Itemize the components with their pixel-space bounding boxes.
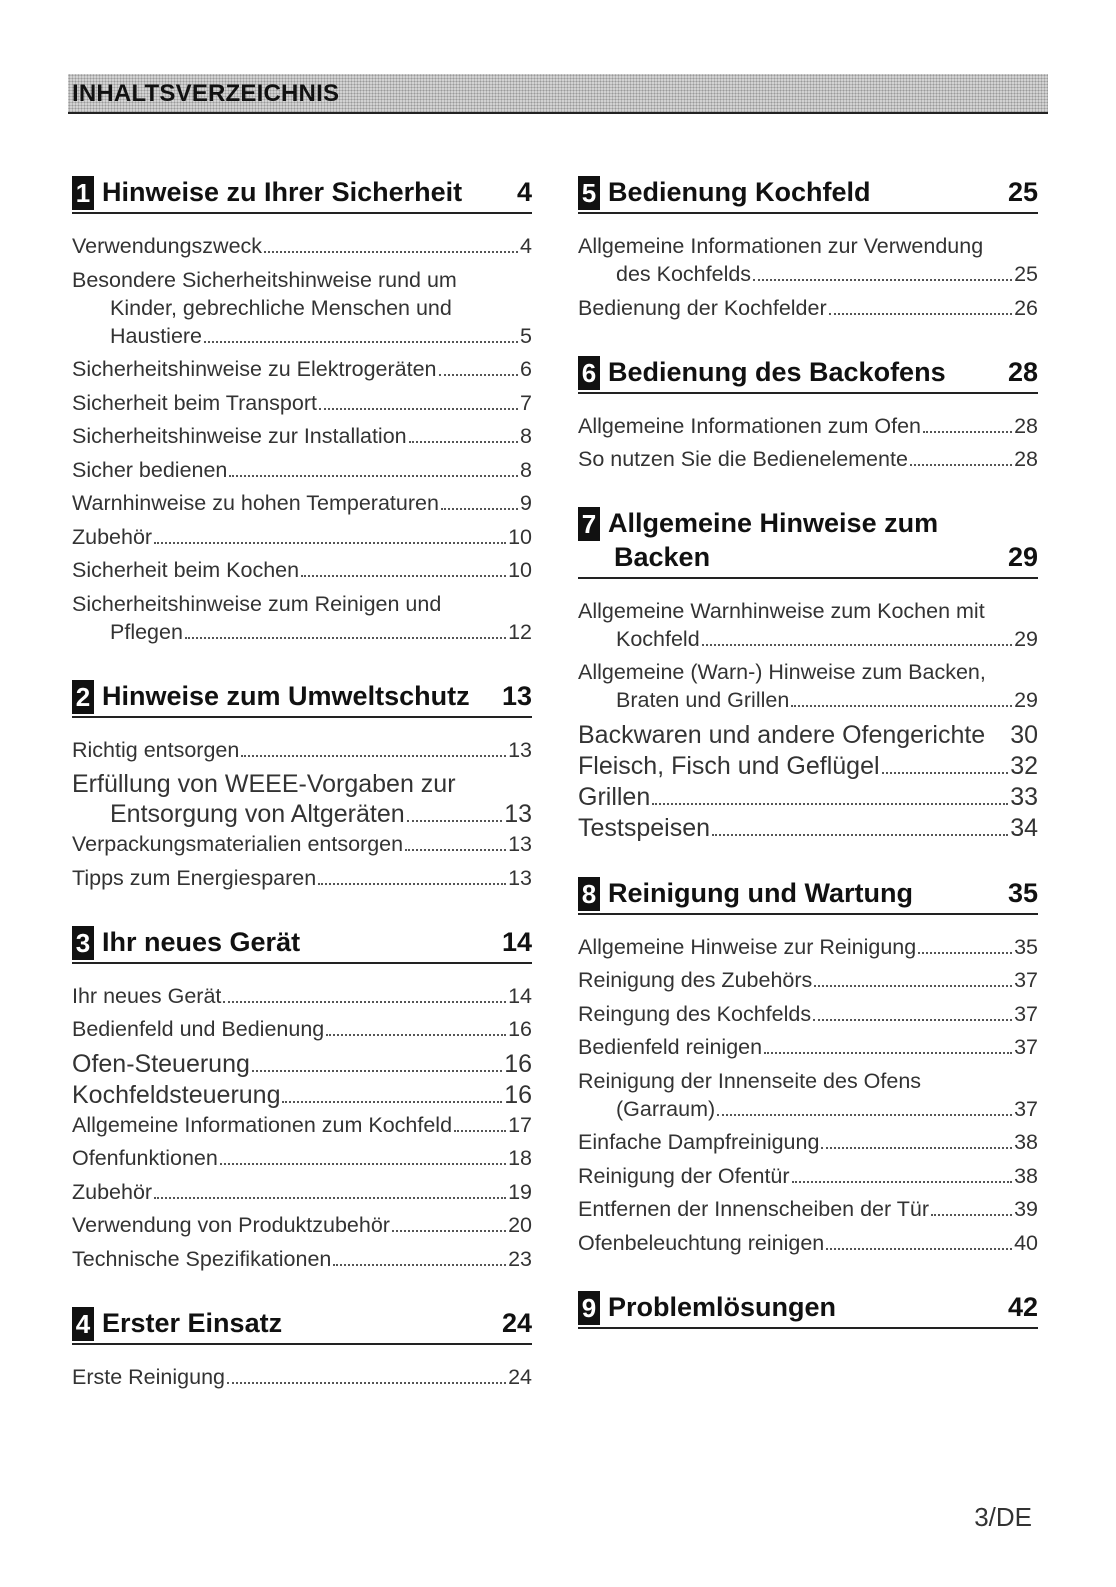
dot-leader — [821, 1147, 1012, 1149]
entry-page-number: 17 — [508, 1112, 532, 1137]
entry-text: Tipps zum Energiesparen — [72, 865, 317, 890]
entry-text: Reinigung der Innenseite des Ofens — [578, 1068, 922, 1093]
section-title: Reinigung und Wartung — [608, 878, 913, 908]
entry-page-number: 10 — [508, 524, 532, 549]
dot-leader — [712, 834, 1008, 836]
section-number-badge: 3 — [72, 926, 94, 960]
section-title: Bedienung des Backofens — [608, 356, 946, 387]
entry-text: Einfache Dampfreinigung — [578, 1130, 820, 1155]
entry-page-number: 25 — [1014, 262, 1038, 286]
section-title: Ihr neues Gerät — [102, 926, 301, 957]
entry-text: Fleisch, Fisch und Geflügel — [578, 751, 880, 780]
section-title: Bedienung Kochfeld — [608, 177, 871, 208]
entry-page-number: 24 — [508, 1364, 532, 1389]
entry-text: Ofen-Steuerung — [72, 1049, 250, 1078]
entry-text: Testspeisen — [578, 813, 711, 842]
dot-leader — [764, 1052, 1012, 1054]
dot-leader — [154, 1197, 506, 1199]
toc-entry[interactable] — [578, 412, 1038, 440]
entry-text-continued: Haustiere — [110, 323, 203, 348]
entry-text-continued: Braten und Grillen — [616, 688, 790, 713]
entry-text-continued: Entsorgung von Altgeräten — [110, 800, 405, 828]
toc-section-5 — [578, 176, 1038, 322]
toc-entry[interactable] — [72, 982, 532, 1010]
entry-text: Sicherheit beim Kochen — [72, 558, 300, 582]
dot-leader — [826, 1248, 1012, 1250]
entry-text: Ihr neues Gerät — [72, 983, 222, 1008]
toc-section-6 — [578, 356, 1038, 474]
toc-entry[interactable] — [578, 658, 1038, 714]
toc-entry[interactable] — [72, 355, 532, 383]
entry-page-number: 12 — [508, 619, 532, 644]
entry-text: Sicherheitshinweise zu Elektrogeräten — [72, 357, 437, 381]
toc-entry[interactable] — [72, 1245, 532, 1273]
dot-leader — [264, 251, 518, 253]
dot-leader — [229, 475, 518, 477]
section-title: Problemlösungen — [608, 1292, 837, 1322]
toc-section-8 — [578, 877, 1038, 1257]
entry-page-number: 8 — [520, 424, 532, 448]
entry-page-number: 13 — [508, 737, 532, 762]
entry-page-number: 38 — [1014, 1130, 1038, 1155]
toc-entry[interactable] — [72, 489, 532, 517]
toc-entry[interactable] — [72, 1080, 532, 1110]
entry-text-continued: des Kochfelds — [616, 262, 752, 286]
section-number-badge: 5 — [578, 176, 600, 210]
section-heading[interactable] — [578, 356, 1038, 394]
entry-page-number: 16 — [504, 1049, 532, 1078]
toc-right-column — [578, 176, 1038, 1363]
entry-text: Grillen — [578, 782, 651, 811]
entry-page-number: 40 — [1014, 1230, 1038, 1255]
dot-leader — [282, 1101, 502, 1103]
section-number-badge: 2 — [72, 680, 94, 714]
entry-page-number: 8 — [520, 457, 532, 482]
toc-section-2 — [72, 680, 532, 892]
entry-text: Richtig entsorgen — [72, 737, 240, 762]
section-number-badge: 4 — [72, 1307, 94, 1341]
section-page-number: 4 — [516, 177, 532, 208]
dot-leader — [252, 1070, 502, 1072]
toc-entry[interactable] — [72, 389, 532, 417]
entry-text: Kochfeldsteuerung — [72, 1080, 281, 1109]
dot-leader — [223, 1001, 506, 1003]
toc-section-4 — [72, 1307, 532, 1391]
entry-page-number: 37 — [1014, 1096, 1038, 1121]
entry-page-number: 6 — [520, 357, 532, 381]
section-page-number: 28 — [1007, 356, 1038, 387]
entry-text: Erfüllung von WEEE-Vorgaben zur — [72, 770, 456, 798]
entry-page-number: 10 — [508, 558, 532, 582]
toc-entry[interactable] — [72, 1178, 532, 1206]
toc-entry[interactable] — [72, 422, 532, 450]
entry-text: Sicherheitshinweise zum Reinigen und — [72, 591, 442, 616]
toc-entry[interactable] — [578, 1033, 1038, 1061]
entry-last-line — [578, 686, 1038, 714]
section-number-badge: 7 — [578, 507, 600, 541]
toc-entry[interactable] — [72, 864, 532, 892]
section-number-badge: 1 — [72, 176, 94, 210]
entry-text: So nutzen Sie die Bedienelemente — [578, 447, 908, 471]
entry-text: Reinigung der Ofentür — [578, 1163, 790, 1188]
dot-leader — [319, 408, 518, 410]
dot-leader — [301, 575, 506, 577]
entry-text: Erste Reinigung — [72, 1364, 225, 1389]
entry-text: Sicherheit beim Transport — [72, 390, 317, 415]
entry-text: Allgemeine Informationen zum Kochfeld — [72, 1112, 453, 1137]
entry-text: Besondere Sicherheitshinweise rund um — [72, 267, 457, 292]
entry-text: Warnhinweise zu hohen Temperaturen — [72, 491, 439, 515]
entry-page-number: 4 — [520, 234, 532, 258]
dot-leader — [702, 644, 1012, 646]
section-heading[interactable] — [578, 507, 1038, 579]
dot-leader — [717, 1114, 1012, 1116]
section-heading[interactable] — [578, 176, 1038, 214]
entry-page-number: 23 — [508, 1246, 532, 1271]
entry-text: Bedienung der Kochfelder — [578, 295, 827, 320]
section-page-number: 14 — [501, 926, 532, 957]
entry-page-number: 39 — [1014, 1197, 1038, 1222]
toc-entry[interactable] — [72, 830, 532, 858]
entry-page-number: 13 — [508, 865, 532, 890]
toc-entry[interactable] — [578, 597, 1038, 653]
entry-page-number: 28 — [1014, 447, 1038, 471]
toc-entry[interactable] — [72, 523, 532, 551]
section-page-number: 35 — [1007, 878, 1038, 908]
toc-entry[interactable] — [578, 813, 1038, 843]
toc-entry[interactable] — [578, 1000, 1038, 1028]
dot-leader — [318, 883, 506, 885]
toc-entry[interactable] — [72, 456, 532, 484]
dot-leader — [439, 374, 519, 376]
dot-leader — [652, 803, 1008, 805]
entry-page-number: 33 — [1010, 782, 1038, 811]
page-number: 3/DE — [974, 1502, 1032, 1532]
toc-entry[interactable] — [578, 445, 1038, 473]
dot-leader — [454, 1130, 506, 1132]
entry-page-number: 37 — [1014, 1001, 1038, 1026]
entry-text: Verpackungsmaterialien entsorgen — [72, 832, 404, 856]
toc-section-1 — [72, 176, 532, 646]
toc-entry[interactable] — [578, 1128, 1038, 1156]
entry-page-number: 16 — [508, 1017, 532, 1041]
entry-last-line — [72, 322, 532, 350]
entry-last-line — [578, 1095, 1038, 1123]
entry-text-continued: (Garraum) — [616, 1096, 716, 1121]
entry-text: Verwendung von Produktzubehör — [72, 1213, 390, 1237]
entry-page-number: 13 — [508, 832, 532, 856]
section-heading[interactable] — [72, 680, 532, 718]
toc-entry[interactable] — [72, 1211, 532, 1239]
entry-text: Sicherheitshinweise zur Installation — [72, 424, 407, 448]
dot-leader — [392, 1230, 506, 1232]
dot-leader — [204, 341, 518, 343]
toc-entry[interactable] — [72, 556, 532, 584]
entry-text: Entfernen der Innenscheiben der Tür — [578, 1197, 930, 1222]
page-title: INHALTSVERZEICHNIS — [72, 80, 340, 107]
dot-leader — [791, 705, 1012, 707]
section-heading[interactable] — [578, 877, 1038, 915]
dot-leader — [326, 1034, 506, 1036]
entry-text-continued: Kochfeld — [616, 626, 700, 651]
section-page-number: 13 — [501, 680, 532, 711]
entry-page-number: 32 — [1010, 751, 1038, 780]
toc-entry[interactable] — [72, 1144, 532, 1172]
section-heading[interactable] — [72, 176, 532, 214]
dot-leader — [333, 1264, 506, 1266]
section-heading[interactable] — [578, 1291, 1038, 1329]
dot-leader — [753, 279, 1012, 281]
entry-last-line — [578, 260, 1038, 288]
toc-entry[interactable] — [72, 1015, 532, 1043]
dot-leader — [154, 542, 506, 544]
toc-entry[interactable] — [72, 1049, 532, 1079]
toc-entry[interactable] — [578, 720, 1038, 750]
dot-leader — [185, 637, 506, 639]
dot-leader — [227, 1382, 506, 1384]
entry-page-number: 34 — [1010, 813, 1038, 842]
toc-entry[interactable] — [72, 232, 532, 260]
entry-text-continued: Kinder, gebrechliche Menschen und — [110, 295, 452, 320]
section-heading[interactable] — [72, 926, 532, 964]
section-number-badge: 6 — [578, 356, 600, 390]
entry-page-number: 16 — [504, 1080, 532, 1109]
dot-leader — [829, 313, 1012, 315]
toc-entry[interactable] — [578, 1067, 1038, 1123]
toc-entry[interactable] — [72, 1111, 532, 1139]
entry-page-number: 20 — [508, 1213, 532, 1237]
entry-page-number: 29 — [1014, 626, 1038, 651]
entry-page-number: 19 — [508, 1179, 532, 1204]
section-title: Allgemeine Hinweise zum — [608, 508, 939, 539]
toc-entry[interactable] — [578, 751, 1038, 781]
section-page-number: 24 — [501, 1307, 532, 1338]
toc-section-3 — [72, 926, 532, 1273]
entry-last-line — [578, 625, 1038, 653]
dot-leader — [931, 1214, 1012, 1216]
toc-entry[interactable] — [72, 266, 532, 350]
section-number-badge: 9 — [578, 1291, 600, 1325]
toc-entry[interactable] — [72, 769, 532, 829]
entry-page-number: 5 — [520, 323, 532, 348]
toc-entry[interactable] — [72, 736, 532, 764]
toc-entry[interactable] — [578, 966, 1038, 994]
section-title-continued: Backen — [614, 542, 711, 572]
dot-leader — [441, 508, 518, 510]
entry-text: Zubehör — [72, 524, 153, 549]
entry-text: Reinigung des Zubehörs — [578, 968, 813, 993]
entry-text: Bedienfeld reinigen — [578, 1035, 763, 1060]
entry-page-number: 35 — [1014, 934, 1038, 959]
entry-text: Verwendungszweck — [72, 234, 263, 258]
entry-page-number: 7 — [520, 390, 532, 415]
dot-leader — [407, 820, 503, 822]
toc-section-7 — [578, 507, 1038, 843]
entry-page-number: 38 — [1014, 1163, 1038, 1188]
entry-page-number: 37 — [1014, 968, 1038, 993]
dot-leader — [923, 431, 1012, 433]
section-title: Hinweise zum Umweltschutz — [102, 680, 470, 711]
section-number-badge: 8 — [578, 877, 600, 911]
dot-leader — [792, 1181, 1013, 1183]
entry-page-number: 29 — [1014, 688, 1038, 713]
entry-text: Allgemeine Informationen zum Ofen — [578, 413, 921, 438]
entry-text-continued: Pflegen — [110, 619, 183, 644]
entry-text: Backwaren und andere Ofengerichte — [578, 720, 986, 749]
entry-text: Bedienfeld und Bedienung — [72, 1017, 325, 1041]
entry-text: Sicher bedienen — [72, 457, 228, 482]
entry-text: Zubehör — [72, 1179, 153, 1204]
section-title: Hinweise zu Ihrer Sicherheit — [102, 177, 463, 208]
toc-entry[interactable] — [578, 1229, 1038, 1257]
dot-leader — [220, 1163, 506, 1165]
entry-text: Allgemeine Informationen zur Verwendung — [578, 234, 984, 258]
dot-leader — [405, 849, 506, 851]
entry-page-number: 37 — [1014, 1035, 1038, 1060]
dot-leader — [814, 985, 1012, 987]
entry-page-number: 26 — [1014, 295, 1038, 320]
entry-page-number: 18 — [508, 1146, 532, 1170]
entry-page-number: 13 — [504, 800, 532, 828]
entry-text: Reingung des Kochfelds — [578, 1001, 812, 1026]
section-page-number: 25 — [1007, 177, 1038, 208]
dot-leader — [813, 1019, 1012, 1021]
toc-entry[interactable] — [72, 590, 532, 646]
entry-text: Ofenfunktionen — [72, 1146, 218, 1170]
section-title: Erster Einsatz — [102, 1307, 283, 1338]
toc-entry[interactable] — [578, 782, 1038, 812]
toc-entry[interactable] — [578, 1195, 1038, 1223]
toc-left-column — [72, 176, 532, 1425]
toc-entry[interactable] — [578, 933, 1038, 961]
entry-page-number: 28 — [1014, 413, 1038, 438]
dot-leader — [918, 952, 1012, 954]
toc-entry[interactable] — [578, 1162, 1038, 1190]
entry-text: Ofenbeleuchtung reinigen — [578, 1230, 825, 1255]
section-page-number: 42 — [1007, 1292, 1038, 1322]
dot-leader — [910, 464, 1012, 466]
entry-last-line — [72, 618, 532, 646]
entry-text: Allgemeine (Warn-) Hinweise zum Backen, — [578, 660, 986, 685]
entry-page-number: 14 — [508, 983, 532, 1008]
toc-entry[interactable] — [578, 294, 1038, 322]
toc-entry[interactable] — [578, 232, 1038, 288]
entry-text: Allgemeine Warnhinweise zum Kochen mit — [578, 598, 985, 623]
dot-leader — [409, 441, 518, 443]
entry-text: Technische Spezifikationen — [72, 1246, 332, 1271]
section-page-number: 29 — [1007, 542, 1038, 572]
entry-page-number: 30 — [1010, 720, 1038, 749]
dot-leader — [241, 755, 506, 757]
entry-text: Allgemeine Hinweise zur Reinigung — [578, 934, 917, 959]
header-bar — [68, 74, 1048, 114]
section-heading[interactable] — [72, 1307, 532, 1345]
entry-page-number: 9 — [520, 491, 532, 515]
dot-leader — [882, 772, 1009, 774]
toc-section-9 — [578, 1291, 1038, 1329]
entry-last-line — [72, 799, 532, 829]
toc-entry[interactable] — [72, 1363, 532, 1391]
